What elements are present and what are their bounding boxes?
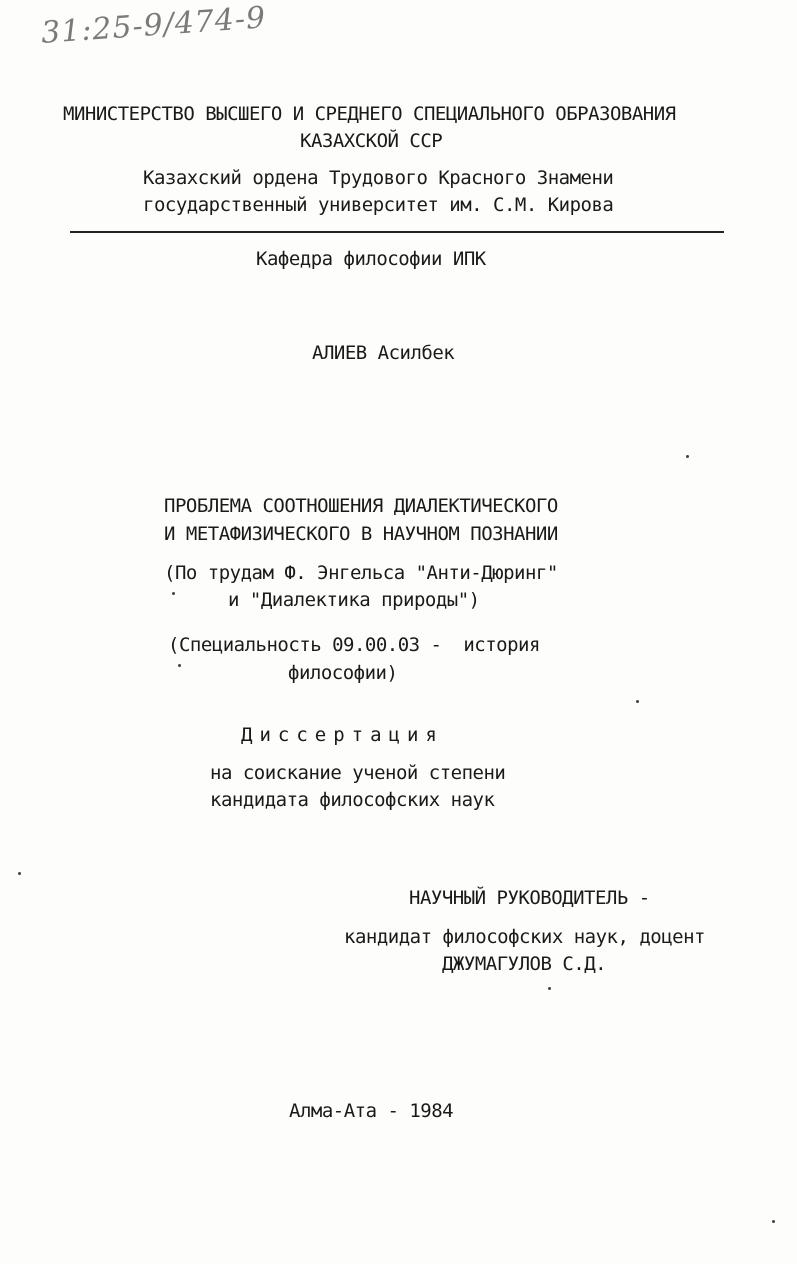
scan-speck [686, 455, 689, 458]
header-divider [70, 231, 724, 233]
supervisor-degree: кандидат философских наук, доцент [344, 926, 705, 948]
scan-speck [178, 664, 181, 667]
university-line-1: Казахский ордена Трудового Красного Знамени [143, 167, 614, 189]
scan-speck [636, 700, 639, 703]
specialty-line-2: философии) [288, 662, 398, 684]
archive-mark: 31:25-9/474-9 [40, 0, 268, 51]
subtitle-line-1: (По трудам Ф. Энгельса "Анти-Дюринг" [164, 562, 558, 584]
work-type-line-1: на соискание ученой степени [210, 762, 506, 784]
title-line-2: И МЕТАФИЗИЧЕСКОГО В НАУЧНОМ ПОЗНАНИИ [164, 523, 558, 545]
department: Кафедра философии ИПК [256, 248, 486, 270]
subtitle-line-2: и "Диалектика природы") [228, 589, 480, 611]
title-line-1: ПРОБЛЕМА СООТНОШЕНИЯ ДИАЛЕКТИЧЕСКОГО [164, 495, 558, 517]
place-year: Алма-Ата - 1984 [289, 1100, 454, 1122]
work-type-line-2: кандидата философских наук [210, 789, 495, 811]
work-type-label: Диссертация [241, 724, 444, 746]
ministry-line-1: МИНИСТЕРСТВО ВЫСШЕГО И СРЕДНЕГО СПЕЦИАЛЬНОГО ОБРАЗОВАНИЯ [63, 103, 676, 125]
author-name: АЛИЕВ Асилбек [312, 342, 455, 364]
supervisor-name: ДЖУМАГУЛОВ С.Д. [442, 953, 607, 975]
university-line-2: государственный университет им. С.М. Кирова [143, 194, 614, 216]
ministry-line-2: КАЗАХСКОЙ ССР [300, 130, 443, 152]
scan-speck [172, 592, 175, 595]
scan-speck [18, 872, 21, 875]
scan-speck [548, 987, 551, 990]
supervisor-label: НАУЧНЫЙ РУКОВОДИТЕЛЬ - [409, 887, 650, 909]
specialty-line-1: (Специальность 09.00.03 - история [168, 634, 540, 656]
scan-speck [772, 1220, 775, 1223]
